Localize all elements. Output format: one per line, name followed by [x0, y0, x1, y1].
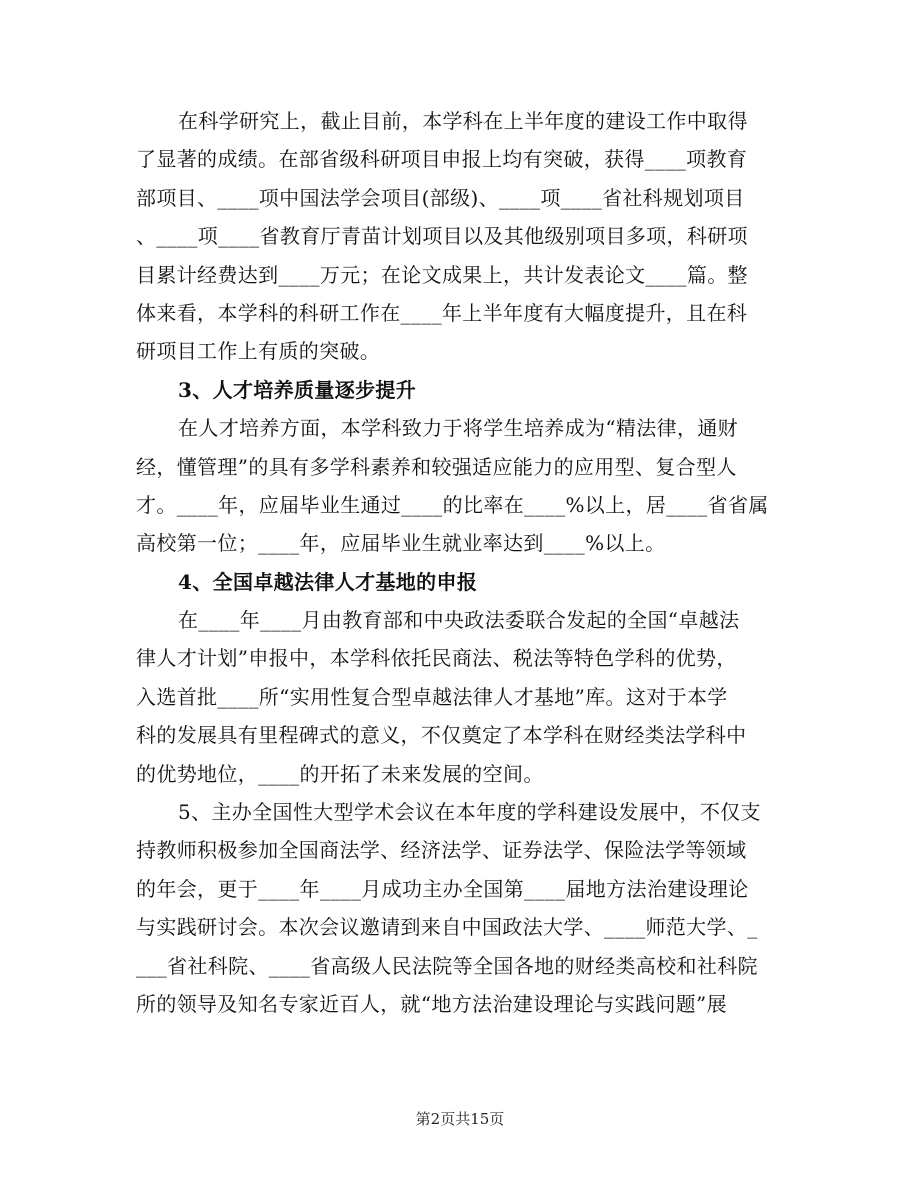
paragraph-line: 、____项____省教育厅青苗计划项目以及其他级别项目多项，科研项: [136, 224, 748, 249]
paragraph-line: 经，懂管理”的具有多学科素养和较强适应能力的应用型、复合型人: [136, 454, 737, 479]
paragraph-line: 了显著的成绩。在部省级科研项目申报上均有突破，获得____项教育: [136, 147, 748, 172]
paragraph-line: 与实践研讨会。本次会议邀请到来自中国政法大学、____师范大学、_: [136, 915, 758, 940]
paragraph-line: 部项目、____项中国法学会项目(部级)、____项____省社科规划项目: [136, 185, 745, 210]
paragraph-line: 5、主办全国性大型学术会议在本年度的学科建设发展中，不仅支: [178, 800, 761, 825]
paragraph-line: 的年会，更于____年____月成功主办全国第____届地方法治建设理论: [136, 876, 749, 901]
section-heading: 4、全国卓越法律人才基地的申报: [178, 569, 478, 594]
paragraph-line: 才。____年，应届毕业生通过____的比率在____%以上，居____省省属: [136, 492, 769, 517]
paragraph-line: 高校第一位；____年，应届毕业生就业率达到____%以上。: [136, 531, 666, 556]
paragraph-line: 研项目工作上有质的突破。: [136, 339, 381, 364]
paragraph-line: 在科学研究上，截止目前，本学科在上半年度的建设工作中取得: [178, 109, 748, 133]
paragraph-line: ___省社科院、____省高级人民法院等全国各地的财经类高校和社科院: [136, 953, 758, 978]
paragraph-line: 持教师积极参加全国商法学、经济法学、证券法学、保险法学等领域: [136, 838, 747, 863]
paragraph-line: 体来看，本学科的科研工作在____年上半年度有大幅度提升，且在科: [136, 300, 748, 325]
section-heading: 3、人才培养质量逐步提升: [178, 377, 417, 402]
paragraph-line: 科的发展具有里程碑式的意义，不仅奠定了本学科在财经类法学科中: [136, 723, 747, 748]
paragraph-line: 律人才计划”申报中，本学科依托民商法、税法等特色学科的优势，: [136, 646, 737, 671]
paragraph-line: 入选首批____所“实用性复合型卓越法律人才基地”库。这对于本学: [136, 684, 728, 709]
paragraph-line: 所的领导及知名专家近百人，就“地方法治建设理论与实践问题”展: [136, 991, 727, 1016]
page-number: 第2页共15页: [415, 1110, 505, 1128]
paragraph-line: 目累计经费达到____万元；在论文成果上，共计发表论文____篇。整: [136, 262, 748, 287]
document-body: [136, 102, 776, 1023]
paragraph-line: 在人才培养方面，本学科致力于将学生培养成为“精法律，通财: [178, 416, 739, 441]
paragraph-line: 的优势地位，____的开拓了未来发展的空间。: [136, 761, 544, 786]
paragraph-line: 在____年____月由教育部和中央政法委联合发起的全国“卓越法: [178, 608, 740, 633]
